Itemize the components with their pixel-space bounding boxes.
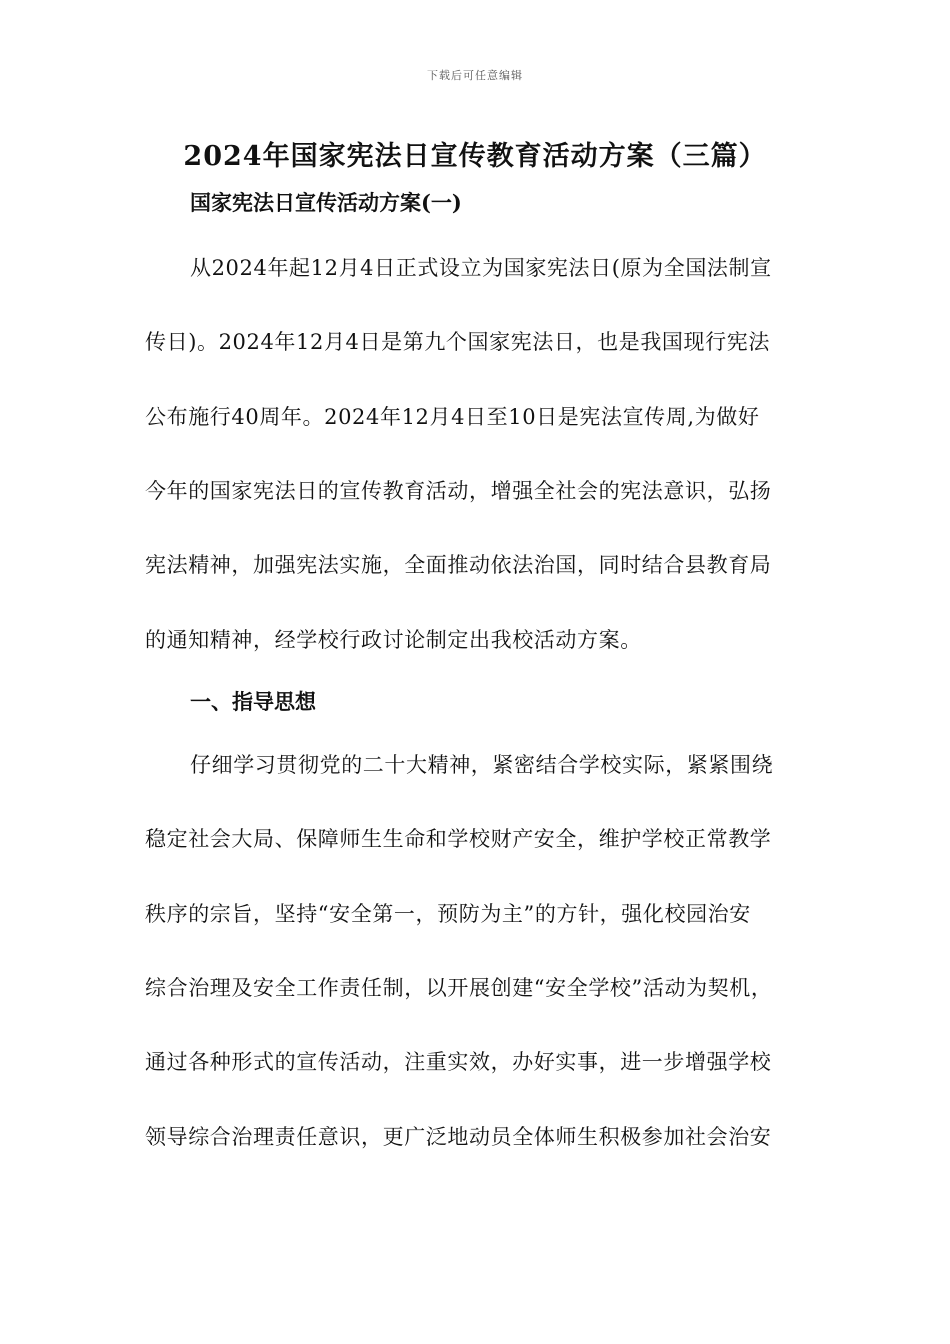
- header-note: 下载后可任意编辑: [427, 69, 523, 82]
- paragraph-line: 的通知精神，经学校行政讨论制定出我校活动方案。: [145, 628, 642, 652]
- paragraph-line: 今年的国家宪法日的宣传教育活动，增强全社会的宪法意识，弘扬: [145, 479, 772, 503]
- paragraph-line: 宪法精神，加强宪法实施，全面推动依法治国，同时结合县教育局: [145, 553, 772, 577]
- document-subtitle: 国家宪法日宣传活动方案(一): [190, 190, 462, 215]
- paragraph-line: 领导综合治理责任意识，更广泛地动员全体师生积极参加社会治安: [145, 1125, 772, 1149]
- paragraph-line: 通过各种形式的宣传活动，注重实效，办好实事，进一步增强学校: [145, 1050, 772, 1074]
- paragraph-line: 仔细学习贯彻党的二十大精神，紧密结合学校实际，紧紧围绕: [190, 753, 774, 777]
- paragraph-line: 综合治理及安全工作责任制，以开展创建“安全学校”活动为契机，: [145, 976, 773, 1000]
- section-heading: 一、指导思想: [190, 689, 316, 714]
- document-title: 2024年国家宪法日宣传教育活动方案（三篇）: [183, 141, 767, 172]
- paragraph-line: 公布施行40周年。2024年12月4日至10日是宪法宣传周,为做好: [145, 405, 760, 429]
- paragraph-line: 从2024年起12月4日正式设立为国家宪法日(原为全国法制宣: [190, 256, 772, 280]
- paragraph-line: 稳定社会大局、保障师生生命和学校财产安全，维护学校正常教学: [145, 827, 772, 851]
- paragraph-line: 秩序的宗旨，坚持“安全第一，预防为主”的方针，强化校园治安: [145, 902, 751, 926]
- paragraph-line: 传日)。2024年12月4日是第九个国家宪法日，也是我国现行宪法: [145, 330, 770, 354]
